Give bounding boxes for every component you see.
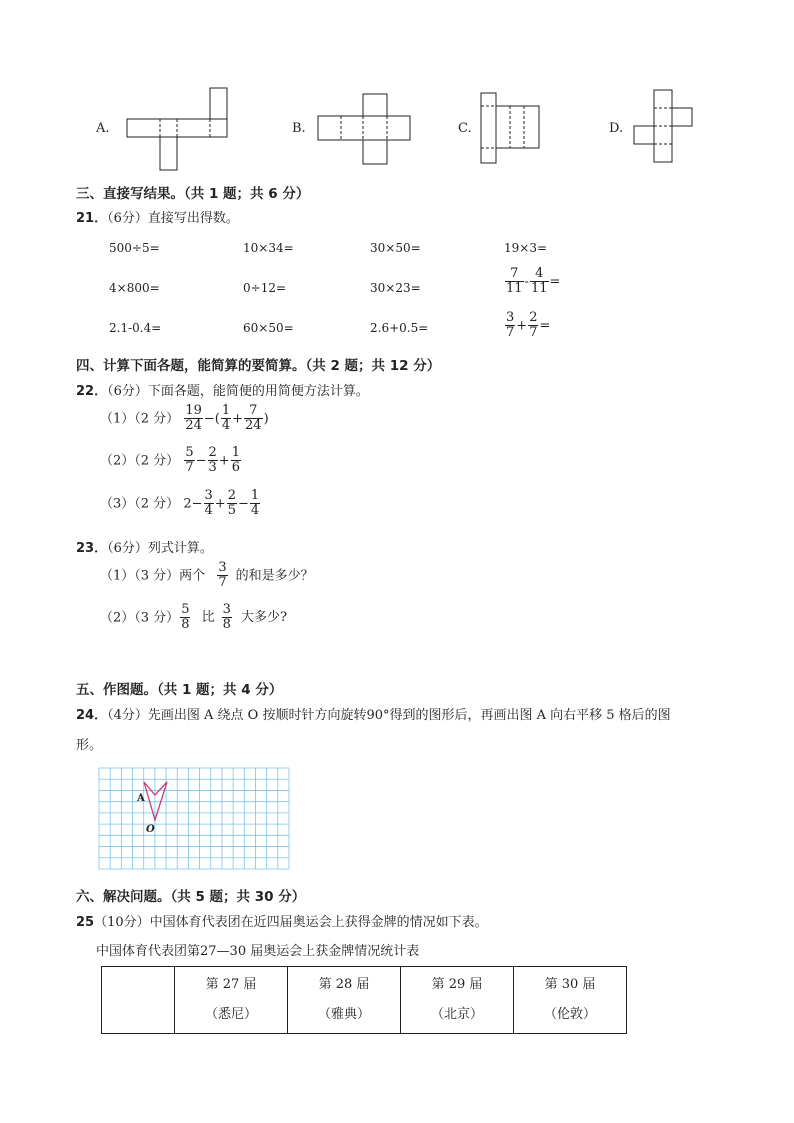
section-6-heading: 六、解决问题。（共 5 题；共 30 分） bbox=[76, 889, 306, 905]
rotation-grid bbox=[99, 768, 290, 870]
table-header-cell: 第 30 届 （伦敦） bbox=[514, 967, 627, 1034]
grid-lines bbox=[99, 768, 289, 869]
calc-item: 30×23= bbox=[370, 281, 421, 295]
section-4-heading: 四、计算下面各题，能简算的要简算。（共 2 题；共 12 分） bbox=[76, 358, 441, 374]
option-d-label: D. bbox=[609, 121, 624, 136]
table-header-cell: 第 29 届 （北京） bbox=[401, 967, 514, 1034]
question-22: 22．（6分）下面各题，能简便的用简便方法计算。 bbox=[76, 384, 369, 399]
problem-23-2: （2）（3 分） $\frac{5}{8}$ 比 $\frac{3}{8}$ 大多少? bbox=[100, 602, 288, 633]
problem-22-2: （2）（2 分） $\frac{5}{7}$ − $\frac{2}{3}$ + $\frac{1}{6}$ bbox=[100, 445, 240, 476]
question-24-continued: 形。 bbox=[76, 738, 103, 753]
label-a: A bbox=[137, 793, 145, 804]
question-21 bbox=[76, 207, 239, 226]
calc-item: 2.1-0.4= bbox=[109, 321, 162, 335]
section-3-heading: 三、直接写结果。（共 1 题；共 6 分） bbox=[76, 186, 310, 202]
fraction-expression-1: $\frac{7}{11}$ - $\frac{4}{11}$ = bbox=[506, 266, 561, 297]
question-21-text: （6分）直接写出得数。 bbox=[107, 211, 239, 226]
question-21-number: 21． bbox=[76, 211, 108, 226]
problem-23-1: （1）（3 分）两个 $\frac{3}{7}$ 的和是多少？ bbox=[100, 560, 314, 591]
problem-label: （3）（2 分） bbox=[100, 496, 180, 512]
calc-item: 19×3= bbox=[504, 241, 548, 255]
shape-a bbox=[144, 782, 167, 820]
calc-item: 2.6+0.5= bbox=[370, 321, 429, 335]
table-header-cell: 第 27 届 （悉尼） bbox=[175, 967, 288, 1034]
question-25: 25（10分）中国体育代表团在近四届奥运会上获得金牌的情况如下表。 bbox=[76, 915, 488, 930]
table-title: 中国体育代表团第27—30 届奥运会上获金牌情况统计表 bbox=[96, 944, 420, 959]
calc-item: 60×50= bbox=[243, 321, 294, 335]
label-o: O bbox=[146, 824, 155, 835]
problem-label: （1）（2 分） bbox=[100, 411, 180, 427]
calc-item: 30×50= bbox=[370, 241, 421, 255]
problem-label: （2）（2 分） bbox=[100, 453, 180, 469]
question-23: 23．（6分）列式计算。 bbox=[76, 541, 213, 556]
net-figure-d bbox=[0, 0, 794, 180]
calc-item: 4×800= bbox=[109, 281, 160, 295]
table-corner-cell bbox=[102, 967, 175, 1034]
table-row bbox=[102, 967, 627, 1034]
gold-medal-table bbox=[101, 966, 627, 1034]
fraction-expression-2: $\frac{3}{7}$ + $\frac{2}{7}$ = bbox=[506, 310, 551, 341]
problem-22-1: （1）（2 分） $\frac{19}{24}$ −( $\frac{1}{4}$ + $\frac{7}{24}$ ) bbox=[100, 403, 269, 434]
calc-item: 0÷12= bbox=[243, 281, 287, 295]
table-header-cell: 第 28 届 （雅典） bbox=[288, 967, 401, 1034]
calc-item: 500÷5= bbox=[109, 241, 160, 255]
problem-22-3: （3）（2 分） 2− $\frac{3}{4}$ + $\frac{2}{5}$ − $\frac{1}{4}$ bbox=[100, 488, 260, 519]
option-b-label: B. bbox=[292, 121, 306, 136]
option-c-label: C. bbox=[458, 121, 472, 136]
question-24: 24．（4分）先画出图 A 绕点 O 按顺时针方向旋转90°得到的图形后，再画出图 A 向右平移 5 格后的图 bbox=[76, 708, 671, 723]
option-a-label: A. bbox=[96, 121, 110, 136]
section-5-heading: 五、作图题。（共 1 题；共 4 分） bbox=[76, 682, 283, 698]
calc-item: 10×34= bbox=[243, 241, 294, 255]
